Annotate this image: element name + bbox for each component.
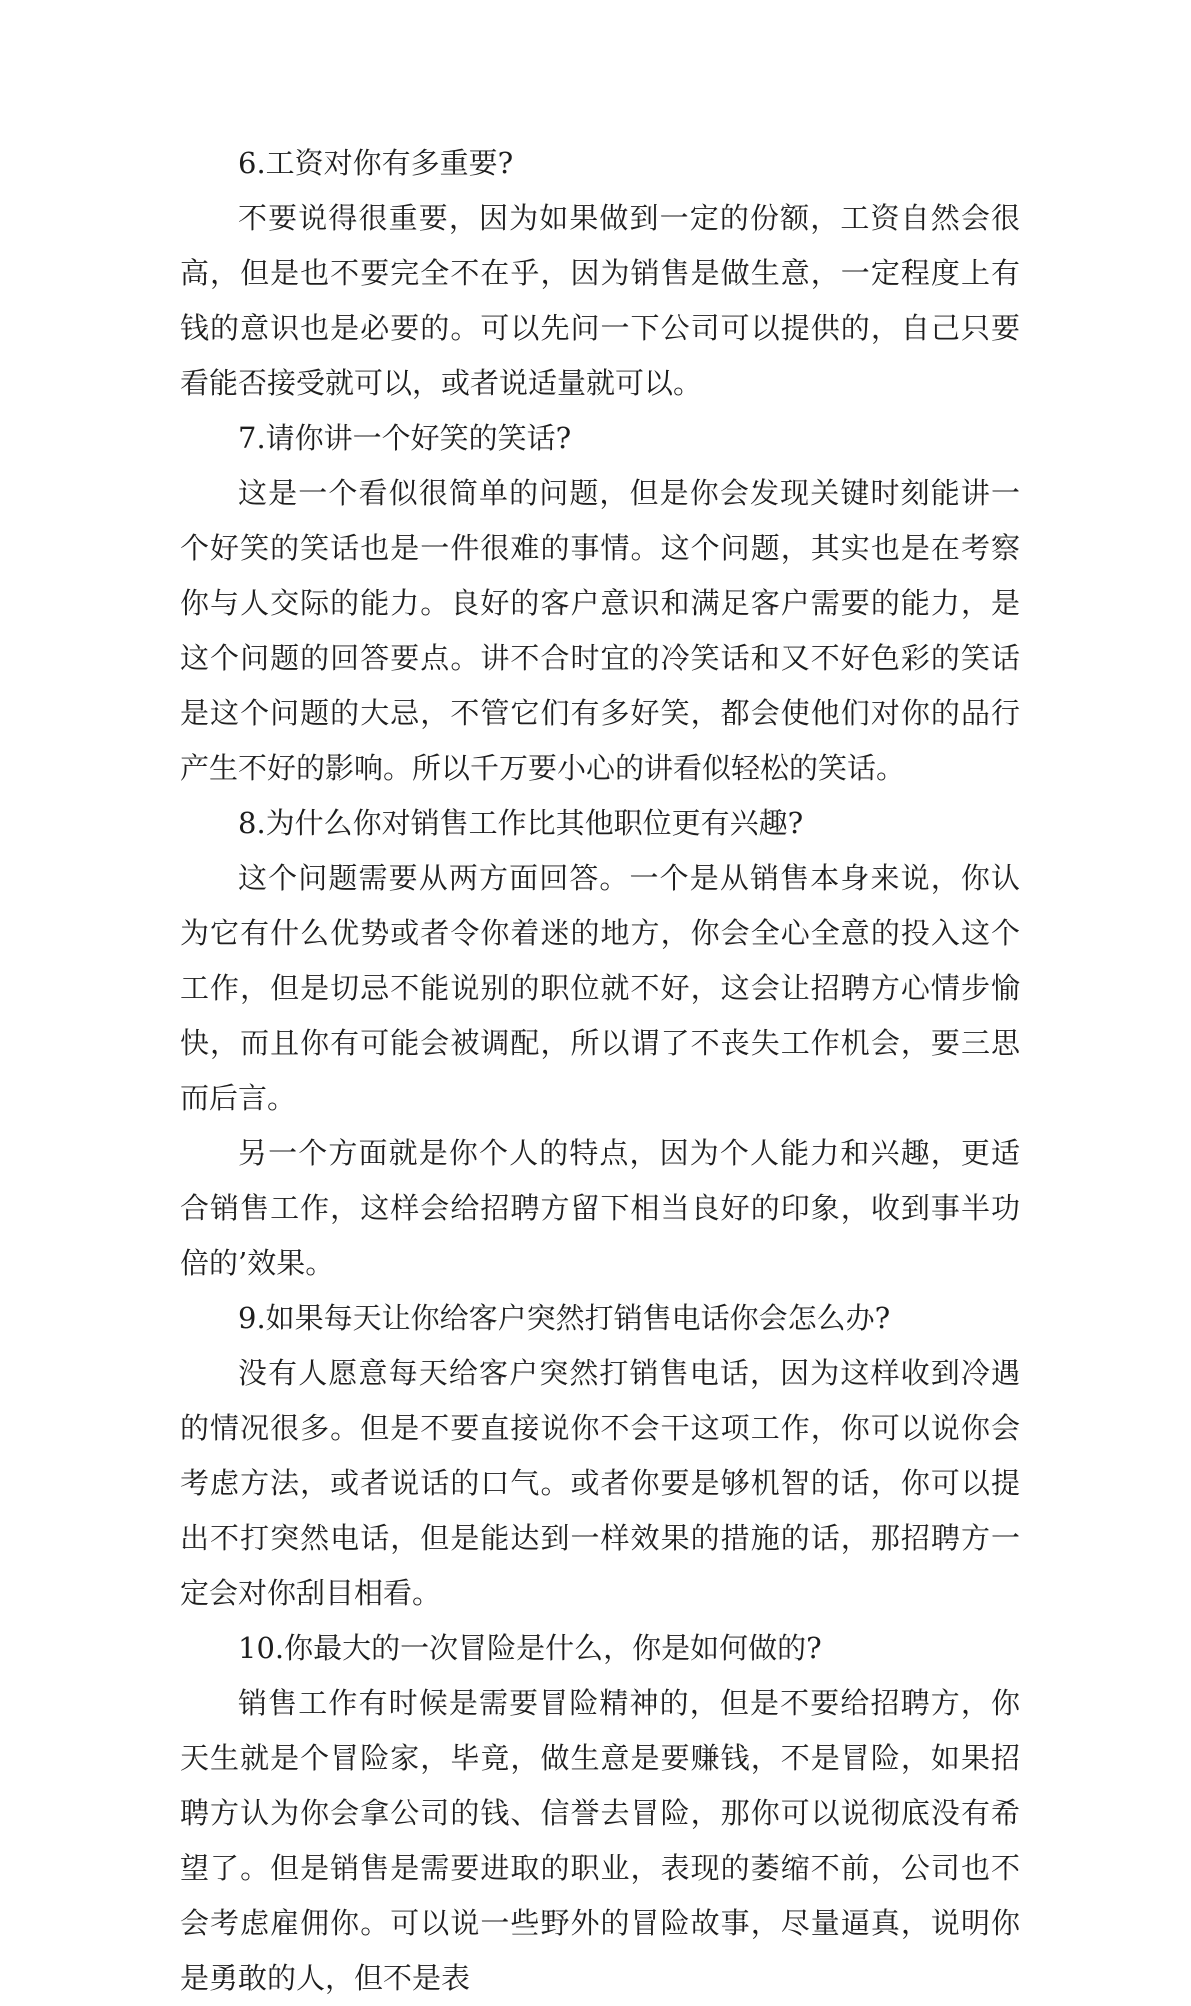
answer-9-paragraph: 没有人愿意每天给客户突然打销售电话，因为这样收到冷遇的情况很多。但是不要直接说你不会干这项工作，你可以说你会考虑方法，或者说话的口气。或者你要是够机智的话，你可以提出不打突然电话，但是能达到一样效果的措施的话，那招聘方一定会对你刮目相看。 [180,1356,1020,1610]
question-8-heading: 8.为什么你对销售工作比其他职位更有兴趣? [238,806,804,840]
question-7-heading: 7.请你讲一个好笑的笑话? [238,421,572,455]
answer-8-paragraph-2: 另一个方面就是你个人的特点，因为个人能力和兴趣，更适合销售工作，这样会给招聘方留下相当良好的印象，收到事半功倍的’效果。 [180,1136,1020,1280]
answer-7-paragraph: 这是一个看似很简单的问题，但是你会发现关键时刻能讲一个好笑的笑话也是一件很难的事情。这个问题，其实也是在考察你与人交际的能力。良好的客户意识和满足客户需要的能力，是这个问题的回答要点。讲不合时宜的冷笑话和又不好色彩的笑话是这个问题的大忌，不管它们有多好笑，都会使他们对你的品行产生不好的影响。所以千万要小心的讲看似轻松的笑话。 [180,476,1020,785]
answer-10-paragraph: 销售工作有时候是需要冒险精神的，但是不要给招聘方，你天生就是个冒险家，毕竟，做生意是要赚钱，不是冒险，如果招聘方认为你会拿公司的钱、信誉去冒险，那你可以说彻底没有希望了。但是销售是需要进取的职业，表现的萎缩不前，公司也不会考虑雇佣你。可以说一些野外的冒险故事，尽量逼真，说明你是勇敢的人，但不是表 [180,1686,1020,1995]
answer-8-paragraph-1: 这个问题需要从两方面回答。一个是从销售本身来说，你认为它有什么优势或者令你着迷的地方，你会全心全意的投入这个工作，但是切忌不能说别的职位就不好，这会让招聘方心情步愉快，而且你有可能会被调配，所以谓了不丧失工作机会，要三思而后言。 [180,861,1020,1115]
answer-6-paragraph: 不要说得很重要，因为如果做到一定的份额，工资自然会很高，但是也不要完全不在乎，因为销售是做生意，一定程度上有钱的意识也是必要的。可以先问一下公司可以提供的，自己只要看能否接受就可以，或者说适量就可以。 [180,201,1020,400]
question-9-heading: 9.如果每天让你给客户突然打销售电话你会怎么办? [238,1301,891,1335]
question-10-heading: 10.你最大的一次冒险是什么，你是如何做的? [238,1631,822,1665]
document-body [180,136,1020,2006]
question-6-heading: 6.工资对你有多重要? [238,146,514,180]
